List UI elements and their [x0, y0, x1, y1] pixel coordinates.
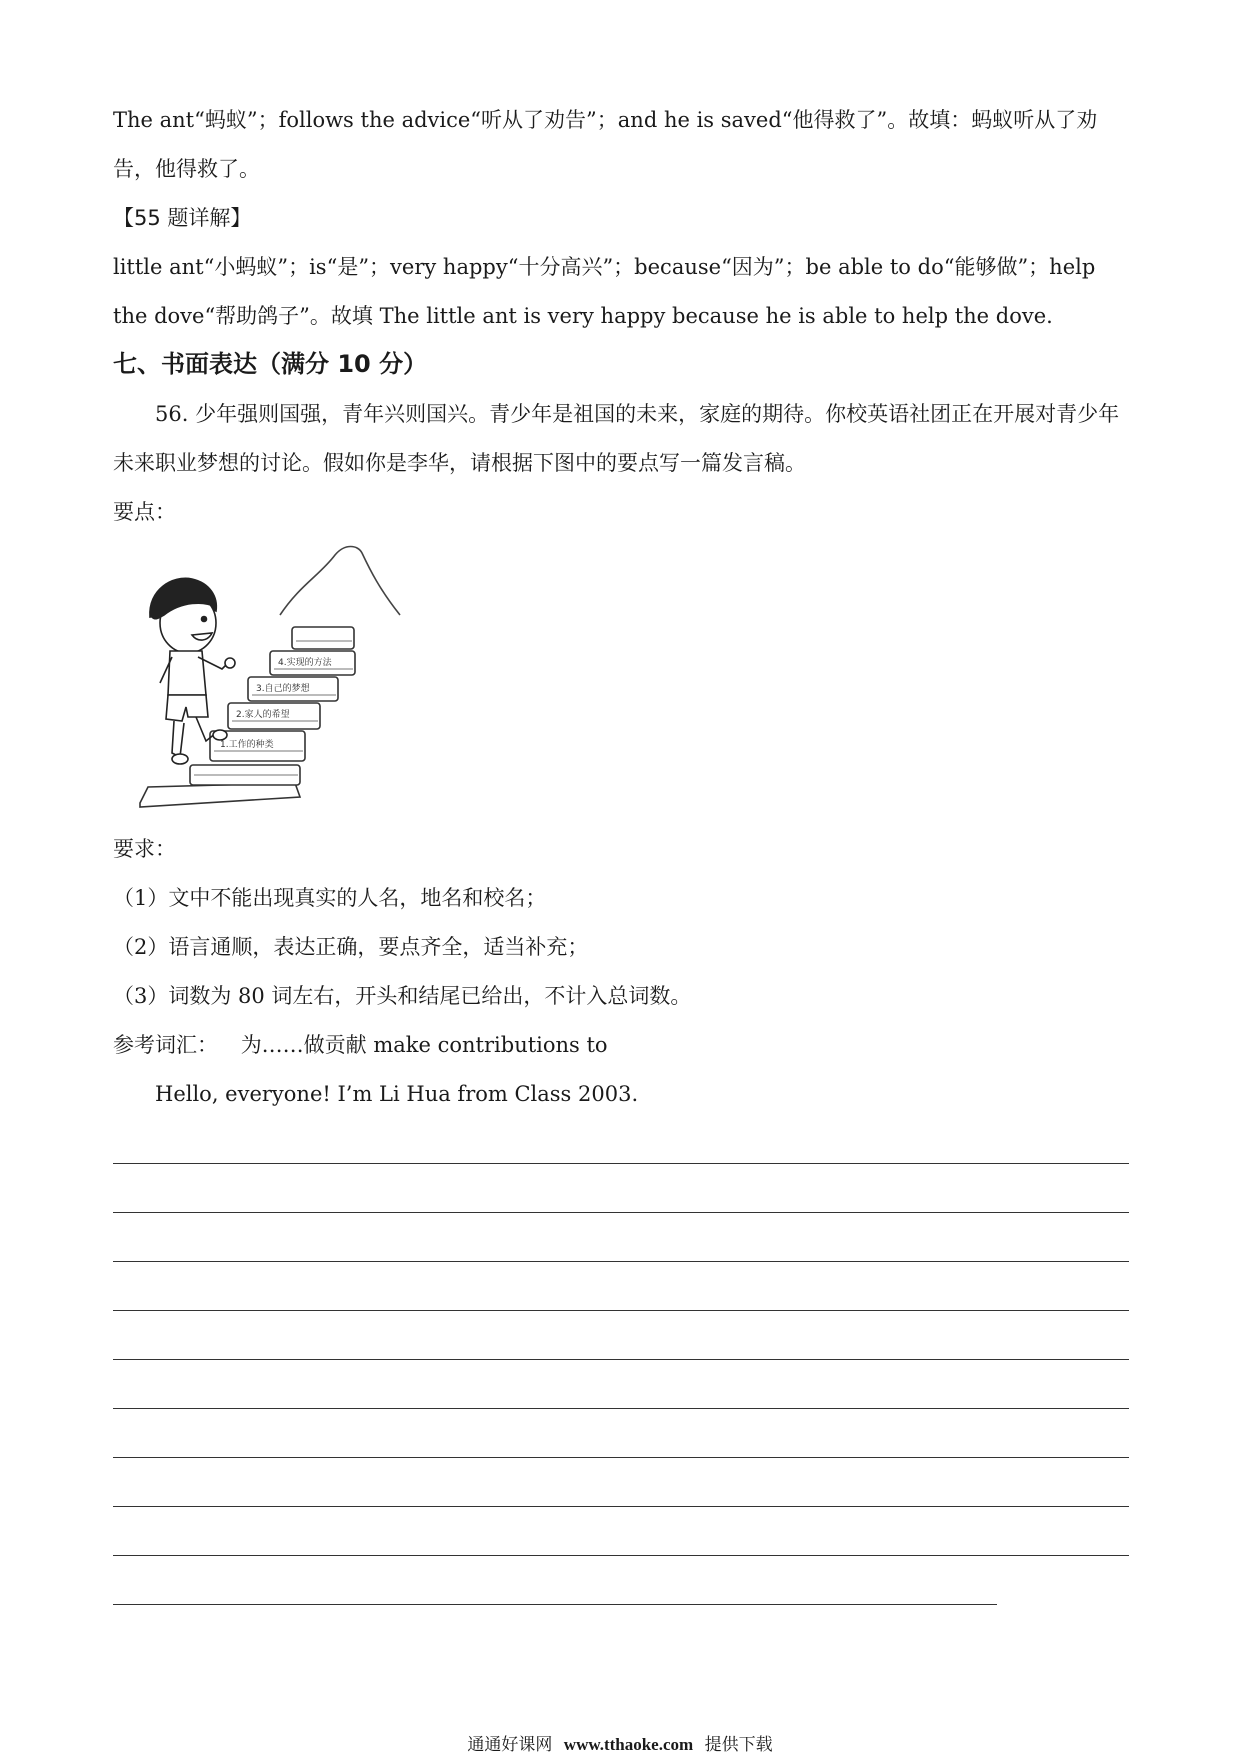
answer-line[interactable]: [113, 1506, 1129, 1507]
footer-url[interactable]: www.tthaoke.com: [563, 1735, 694, 1754]
answer-line[interactable]: [113, 1212, 1129, 1213]
opening-sentence: Hello, everyone! I’m Li Hua from Class 2003.: [155, 1082, 639, 1106]
answer-line[interactable]: [113, 1163, 1129, 1164]
ground-platform: [140, 783, 300, 807]
requirement-1: （1）文中不能出现真实的人名，地名和校名；: [113, 886, 547, 910]
question-56-prompt: 56. 少年强则国强，青年兴则国兴。青少年是祖国的未来，家庭的期待。你校英语社团正在开展对青少年未来职业梦想的讨论。假如你是李华，请根据下图中的要点写一篇发言稿。: [113, 402, 1120, 475]
book-step-top: [292, 627, 354, 649]
answer-line-last[interactable]: [113, 1604, 997, 1605]
key-points-label: 要点：: [113, 500, 176, 524]
step-label-3: 3.自己的梦想: [256, 684, 310, 694]
vocab-label: 参考词汇：: [113, 1033, 218, 1057]
question-55-header: 【55 题详解】: [113, 206, 252, 230]
requirement-3: （3）词数为 80 词左右，开头和结尾已给出，不计入总词数。: [113, 984, 692, 1008]
answer-line[interactable]: [113, 1310, 1129, 1311]
answer-55-text: little ant“小蚂蚁”；is“是”；very happy“十分高兴”；because“因为”；be able to do“能够做”；help the dove“帮助鸽子”。故填 The little ant is very happy because he is able to help the dove.: [113, 255, 1096, 328]
requirement-2: （2）语言通顺，表达正确，要点齐全，适当补充；: [113, 935, 589, 959]
answer-line[interactable]: [113, 1457, 1129, 1458]
footer-site-name: 通通好课网: [467, 1735, 553, 1755]
footer-download-text: 提供下载: [704, 1735, 773, 1755]
vocab-row: [113, 1021, 1129, 1070]
answer-line[interactable]: [113, 1555, 1129, 1556]
step-label-4: 4.实现的方法: [278, 658, 332, 668]
step-label-1: 1.工作的种类: [220, 740, 274, 750]
child-figure: [150, 578, 235, 764]
answer-54-text: The ant“蚂蚁”；follows the advice“听从了劝告”；and he is saved“他得救了”。故填：蚂蚁听从了劝告，他得救了。: [113, 108, 1098, 181]
answer-line[interactable]: [113, 1261, 1129, 1262]
section-title: 七、书面表达（满分 10 分）: [113, 350, 428, 378]
mountain-outline: [280, 547, 400, 616]
answer-line[interactable]: [113, 1359, 1129, 1360]
vocab-text: 为……做贡献 make contributions to: [240, 1033, 608, 1057]
requirements-label: 要求：: [113, 837, 176, 861]
step-label-2: 2.家人的希望: [236, 710, 290, 720]
page-footer: [0, 1730, 1240, 1755]
answer-line[interactable]: [113, 1408, 1129, 1409]
book-staircase-illustration: [130, 545, 470, 820]
